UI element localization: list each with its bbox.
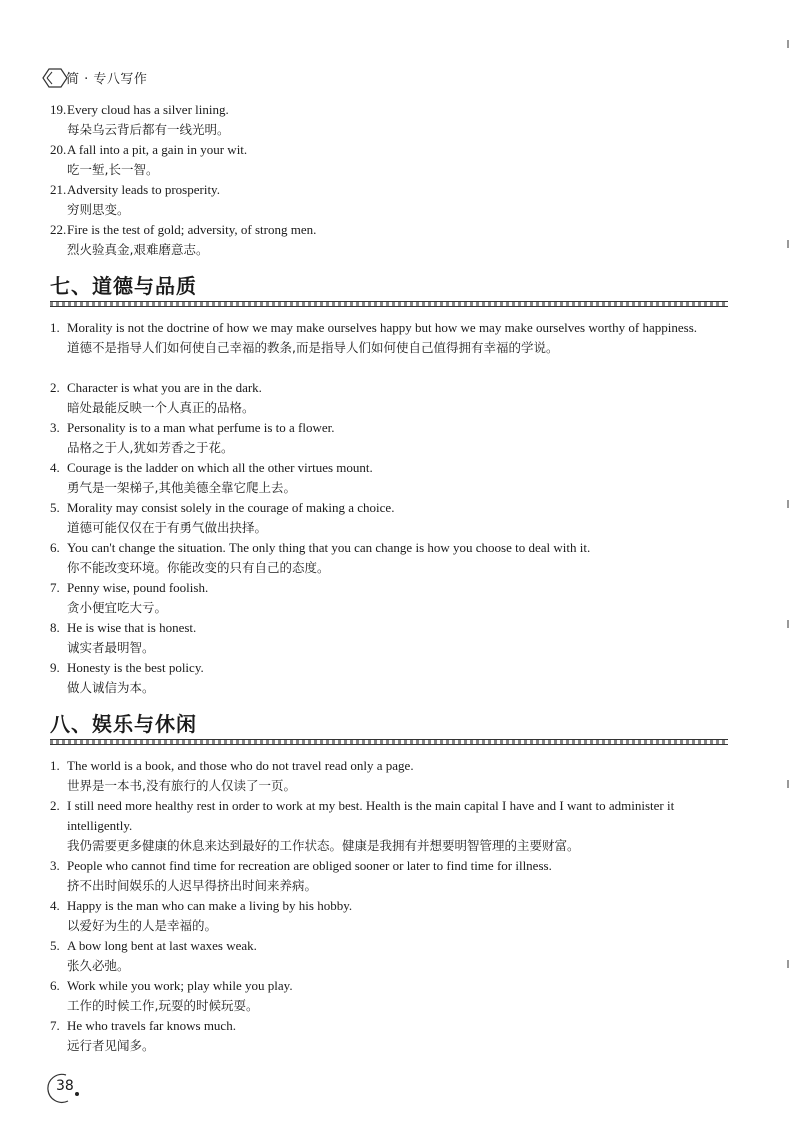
item-chinese: 烈火验真金,艰难磨意志。 bbox=[67, 242, 209, 257]
list-item bbox=[50, 220, 730, 260]
list-item bbox=[50, 796, 730, 856]
item-number: 3. bbox=[50, 420, 60, 435]
list-item bbox=[50, 1016, 730, 1056]
list-item bbox=[50, 618, 730, 658]
item-chinese: 道德不是指导人们如何使自己幸福的教条,而是指导人们如何使自己值得拥有幸福的学说。 bbox=[67, 340, 559, 355]
item-number: 7. bbox=[50, 1018, 60, 1033]
item-number: 20. bbox=[50, 142, 67, 157]
item-number: 19. bbox=[50, 102, 67, 117]
list-item bbox=[50, 140, 730, 180]
item-chinese: 品格之于人,犹如芳香之于花。 bbox=[67, 440, 234, 455]
item-number: 5. bbox=[50, 500, 60, 515]
item-english: He who travels far knows much. bbox=[67, 1018, 236, 1033]
item-number: 2. bbox=[50, 380, 60, 395]
list-item bbox=[50, 378, 730, 418]
item-english: The world is a book, and those who do not travel read only a page. bbox=[67, 758, 414, 773]
list-item bbox=[50, 856, 730, 896]
section-heading-morality bbox=[50, 272, 728, 307]
item-number: 4. bbox=[50, 898, 60, 913]
list-item bbox=[50, 538, 730, 578]
item-number: 1. bbox=[50, 758, 60, 773]
header-title: 简 · 专八写作 bbox=[66, 71, 148, 87]
item-chinese: 我仍需要更多健康的休息来达到最好的工作状态。健康是我拥有并想要明智管理的主要财富。 bbox=[67, 838, 580, 853]
list-item bbox=[50, 318, 730, 358]
list-item bbox=[50, 100, 730, 140]
item-chinese: 道德可能仅仅在于有勇气做出抉择。 bbox=[67, 520, 268, 535]
section-divider bbox=[50, 301, 728, 307]
item-english: I still need more healthy rest in order to work at my best. Health is the main capital I have and I want to administer it intelligently. bbox=[67, 798, 675, 833]
item-number: 4. bbox=[50, 460, 60, 475]
page-number: 38 bbox=[56, 1078, 74, 1094]
list-item bbox=[50, 498, 730, 538]
item-number: 3. bbox=[50, 858, 60, 873]
list-item bbox=[50, 896, 730, 936]
item-number: 2. bbox=[50, 798, 60, 813]
item-english: Character is what you are in the dark. bbox=[67, 380, 262, 395]
item-chinese: 勇气是一架梯子,其他美德全靠它爬上去。 bbox=[67, 480, 296, 495]
item-english: Every cloud has a silver lining. bbox=[67, 102, 229, 117]
section-title: 七、道德与品质 bbox=[50, 274, 197, 298]
item-chinese: 工作的时候工作,玩耍的时候玩耍。 bbox=[67, 998, 259, 1013]
item-english: Work while you work; play while you play. bbox=[67, 978, 293, 993]
item-chinese: 世界是一本书,没有旅行的人仅读了一页。 bbox=[67, 778, 296, 793]
margin-mark bbox=[787, 780, 789, 788]
section-title: 八、娱乐与休闲 bbox=[50, 712, 197, 736]
section-heading-recreation bbox=[50, 710, 728, 745]
item-number: 7. bbox=[50, 580, 60, 595]
list-item bbox=[50, 936, 730, 976]
item-number: 9. bbox=[50, 660, 60, 675]
item-number: 8. bbox=[50, 620, 60, 635]
item-chinese: 张久必弛。 bbox=[67, 958, 130, 973]
item-english: Courage is the ladder on which all the other virtues mount. bbox=[67, 460, 373, 475]
item-english: Adversity leads to prosperity. bbox=[67, 182, 220, 197]
margin-mark bbox=[787, 240, 789, 248]
margin-mark bbox=[787, 40, 789, 48]
section-divider bbox=[50, 739, 728, 745]
item-chinese: 诚实者最明智。 bbox=[67, 640, 155, 655]
item-english: Fire is the test of gold; adversity, of strong men. bbox=[67, 222, 317, 237]
item-english: Honesty is the best policy. bbox=[67, 660, 204, 675]
item-chinese: 穷则思变。 bbox=[67, 202, 130, 217]
margin-mark bbox=[787, 620, 789, 628]
item-english: He is wise that is honest. bbox=[67, 620, 197, 635]
margin-mark bbox=[787, 500, 789, 508]
item-number: 6. bbox=[50, 978, 60, 993]
item-chinese: 以爱好为生的人是幸福的。 bbox=[67, 918, 218, 933]
item-english: Personality is to a man what perfume is to a flower. bbox=[67, 420, 335, 435]
list-item bbox=[50, 458, 730, 498]
item-chinese: 做人诚信为本。 bbox=[67, 680, 155, 695]
item-english: Morality may consist solely in the courage of making a choice. bbox=[67, 500, 395, 515]
item-number: 5. bbox=[50, 938, 60, 953]
item-english: Morality is not the doctrine of how we may make ourselves happy but how we may make ourselves worthy of happiness. bbox=[67, 320, 697, 335]
list-item bbox=[50, 658, 730, 698]
item-english: A fall into a pit, a gain in your wit. bbox=[67, 142, 248, 157]
item-chinese: 贪小便宜吃大亏。 bbox=[67, 600, 168, 615]
list-item bbox=[50, 180, 730, 220]
item-chinese: 你不能改变环境。你能改变的只有自己的态度。 bbox=[67, 560, 330, 575]
item-english: Penny wise, pound foolish. bbox=[67, 580, 209, 595]
item-chinese: 吃一堑,长一智。 bbox=[67, 162, 159, 177]
list-item bbox=[50, 578, 730, 618]
item-chinese: 每朵乌云背后都有一线光明。 bbox=[67, 122, 230, 137]
margin-mark bbox=[787, 960, 789, 968]
item-number: 22. bbox=[50, 222, 67, 237]
item-number: 1. bbox=[50, 320, 60, 335]
item-chinese: 远行者见闻多。 bbox=[67, 1038, 155, 1053]
list-item bbox=[50, 418, 730, 458]
item-english: You can't change the situation. The only thing that you can change is how you choose to deal with it. bbox=[67, 540, 591, 555]
list-item bbox=[50, 756, 730, 796]
item-chinese: 挤不出时间娱乐的人迟早得挤出时间来养病。 bbox=[67, 878, 318, 893]
item-english: Happy is the man who can make a living by his hobby. bbox=[67, 898, 353, 913]
item-chinese: 暗处最能反映一个人真正的品格。 bbox=[67, 400, 255, 415]
item-english: People who cannot find time for recreation are obliged sooner or later to find time for illness. bbox=[67, 858, 552, 873]
item-number: 6. bbox=[50, 540, 60, 555]
item-number: 21. bbox=[50, 182, 67, 197]
item-english: A bow long bent at last waxes weak. bbox=[67, 938, 257, 953]
list-item bbox=[50, 976, 730, 1016]
page-header bbox=[40, 64, 147, 90]
